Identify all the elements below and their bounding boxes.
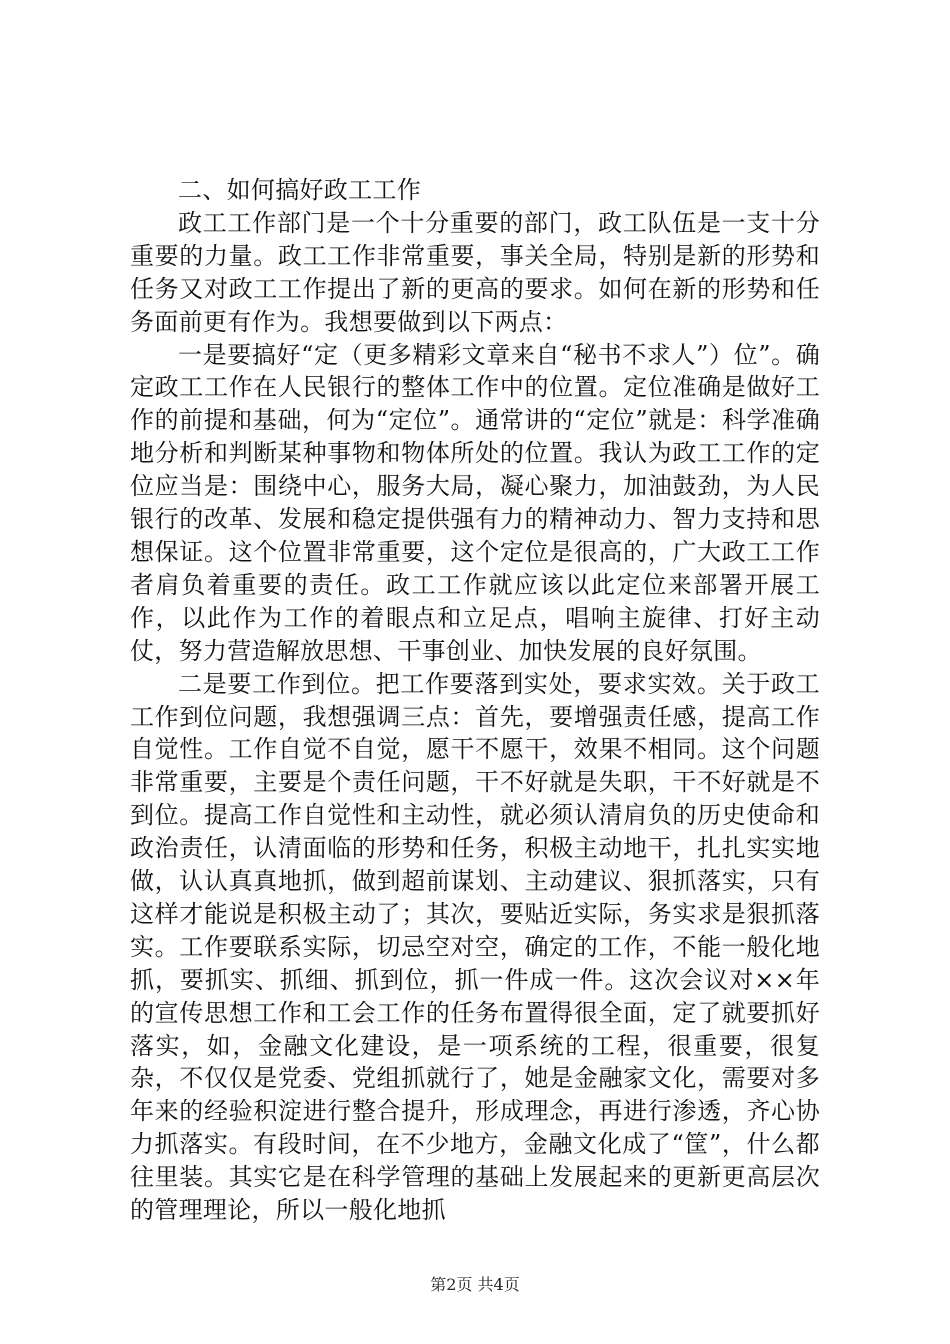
- paragraph-work-in-place: 二是要工作到位。把工作要落到实处，要求实效。关于政工工作到位问题，我想强调三点：首先，要增强责任感，提高工作自觉性。工作自觉不自觉，愿干不愿干，效果不相同。这个问题非常重要，主要是个责任问题，干不好就是失职，干不好就是不到位。提高工作自觉性和主动性，就必须认清肩负的历史使命和政治责任，认清面临的形势和任务，积极主动地干，扎扎实实地做，认认真真地抓，做到超前谋划、主动建议、狠抓落实，只有这样才能说是积极主动了；其次，要贴近实际，务实求是狠抓落实。工作要联系实际，切忌空对空，确定的工作，不能一般化地抓，要抓实、抓细、抓到位，抓一件成一件。这次会议对××年的宣传思想工作和工会工作的任务布置得很全面，定了就要抓好落实，如，金融文化建设，是一项系统的工程，很重要，很复杂，不仅仅是党委、党组抓就行了，她是金融家文化，需要对多年来的经验积淀进行整合提升，形成理念，再进行渗透，齐心协力抓落实。有段时间，在不少地方，金融文化成了“筐”，什么都往里装。其实它是在科学管理的基础上发展起来的更新更高层次的管理理论，所以一般化地抓: [130, 669, 820, 1225]
- document-body: [130, 174, 820, 1227]
- page-number-footer: 第2页 共4页: [430, 1275, 520, 1294]
- paragraph-intro: 政工工作部门是一个十分重要的部门，政工队伍是一支十分重要的力量。政工工作非常重要，事关全局，特别是新的形势和任务又对政工工作提出了新的更高的要求。如何在新的形势和任务面前更有作为。我想要做到以下两点：: [130, 208, 820, 336]
- section-heading: 二、如何搞好政工工作: [178, 176, 421, 204]
- paragraph-positioning: 一是要搞好“定（更多精彩文章来自“秘书不求人”）位”。确定政工工作在人民银行的整体工作中的位置。定位准确是做好工作的前提和基础，何为“定位”。通常讲的“定位”就是：科学准确地分析和判断某种事物和物体所处的位置。我认为政工工作的定位应当是：围绕中心，服务大局，凝心聚力，加油鼓劲，为人民银行的改革、发展和稳定提供强有力的精神动力、智力支持和思想保证。这个位置非常重要，这个定位是很高的，广大政工工作者肩负着重要的责任。政工工作就应该以此定位来部署开展工作，以此作为工作的着眼点和立足点，唱响主旋律、打好主动仗，努力营造解放思想、干事创业、加快发展的良好氛围。: [130, 340, 820, 665]
